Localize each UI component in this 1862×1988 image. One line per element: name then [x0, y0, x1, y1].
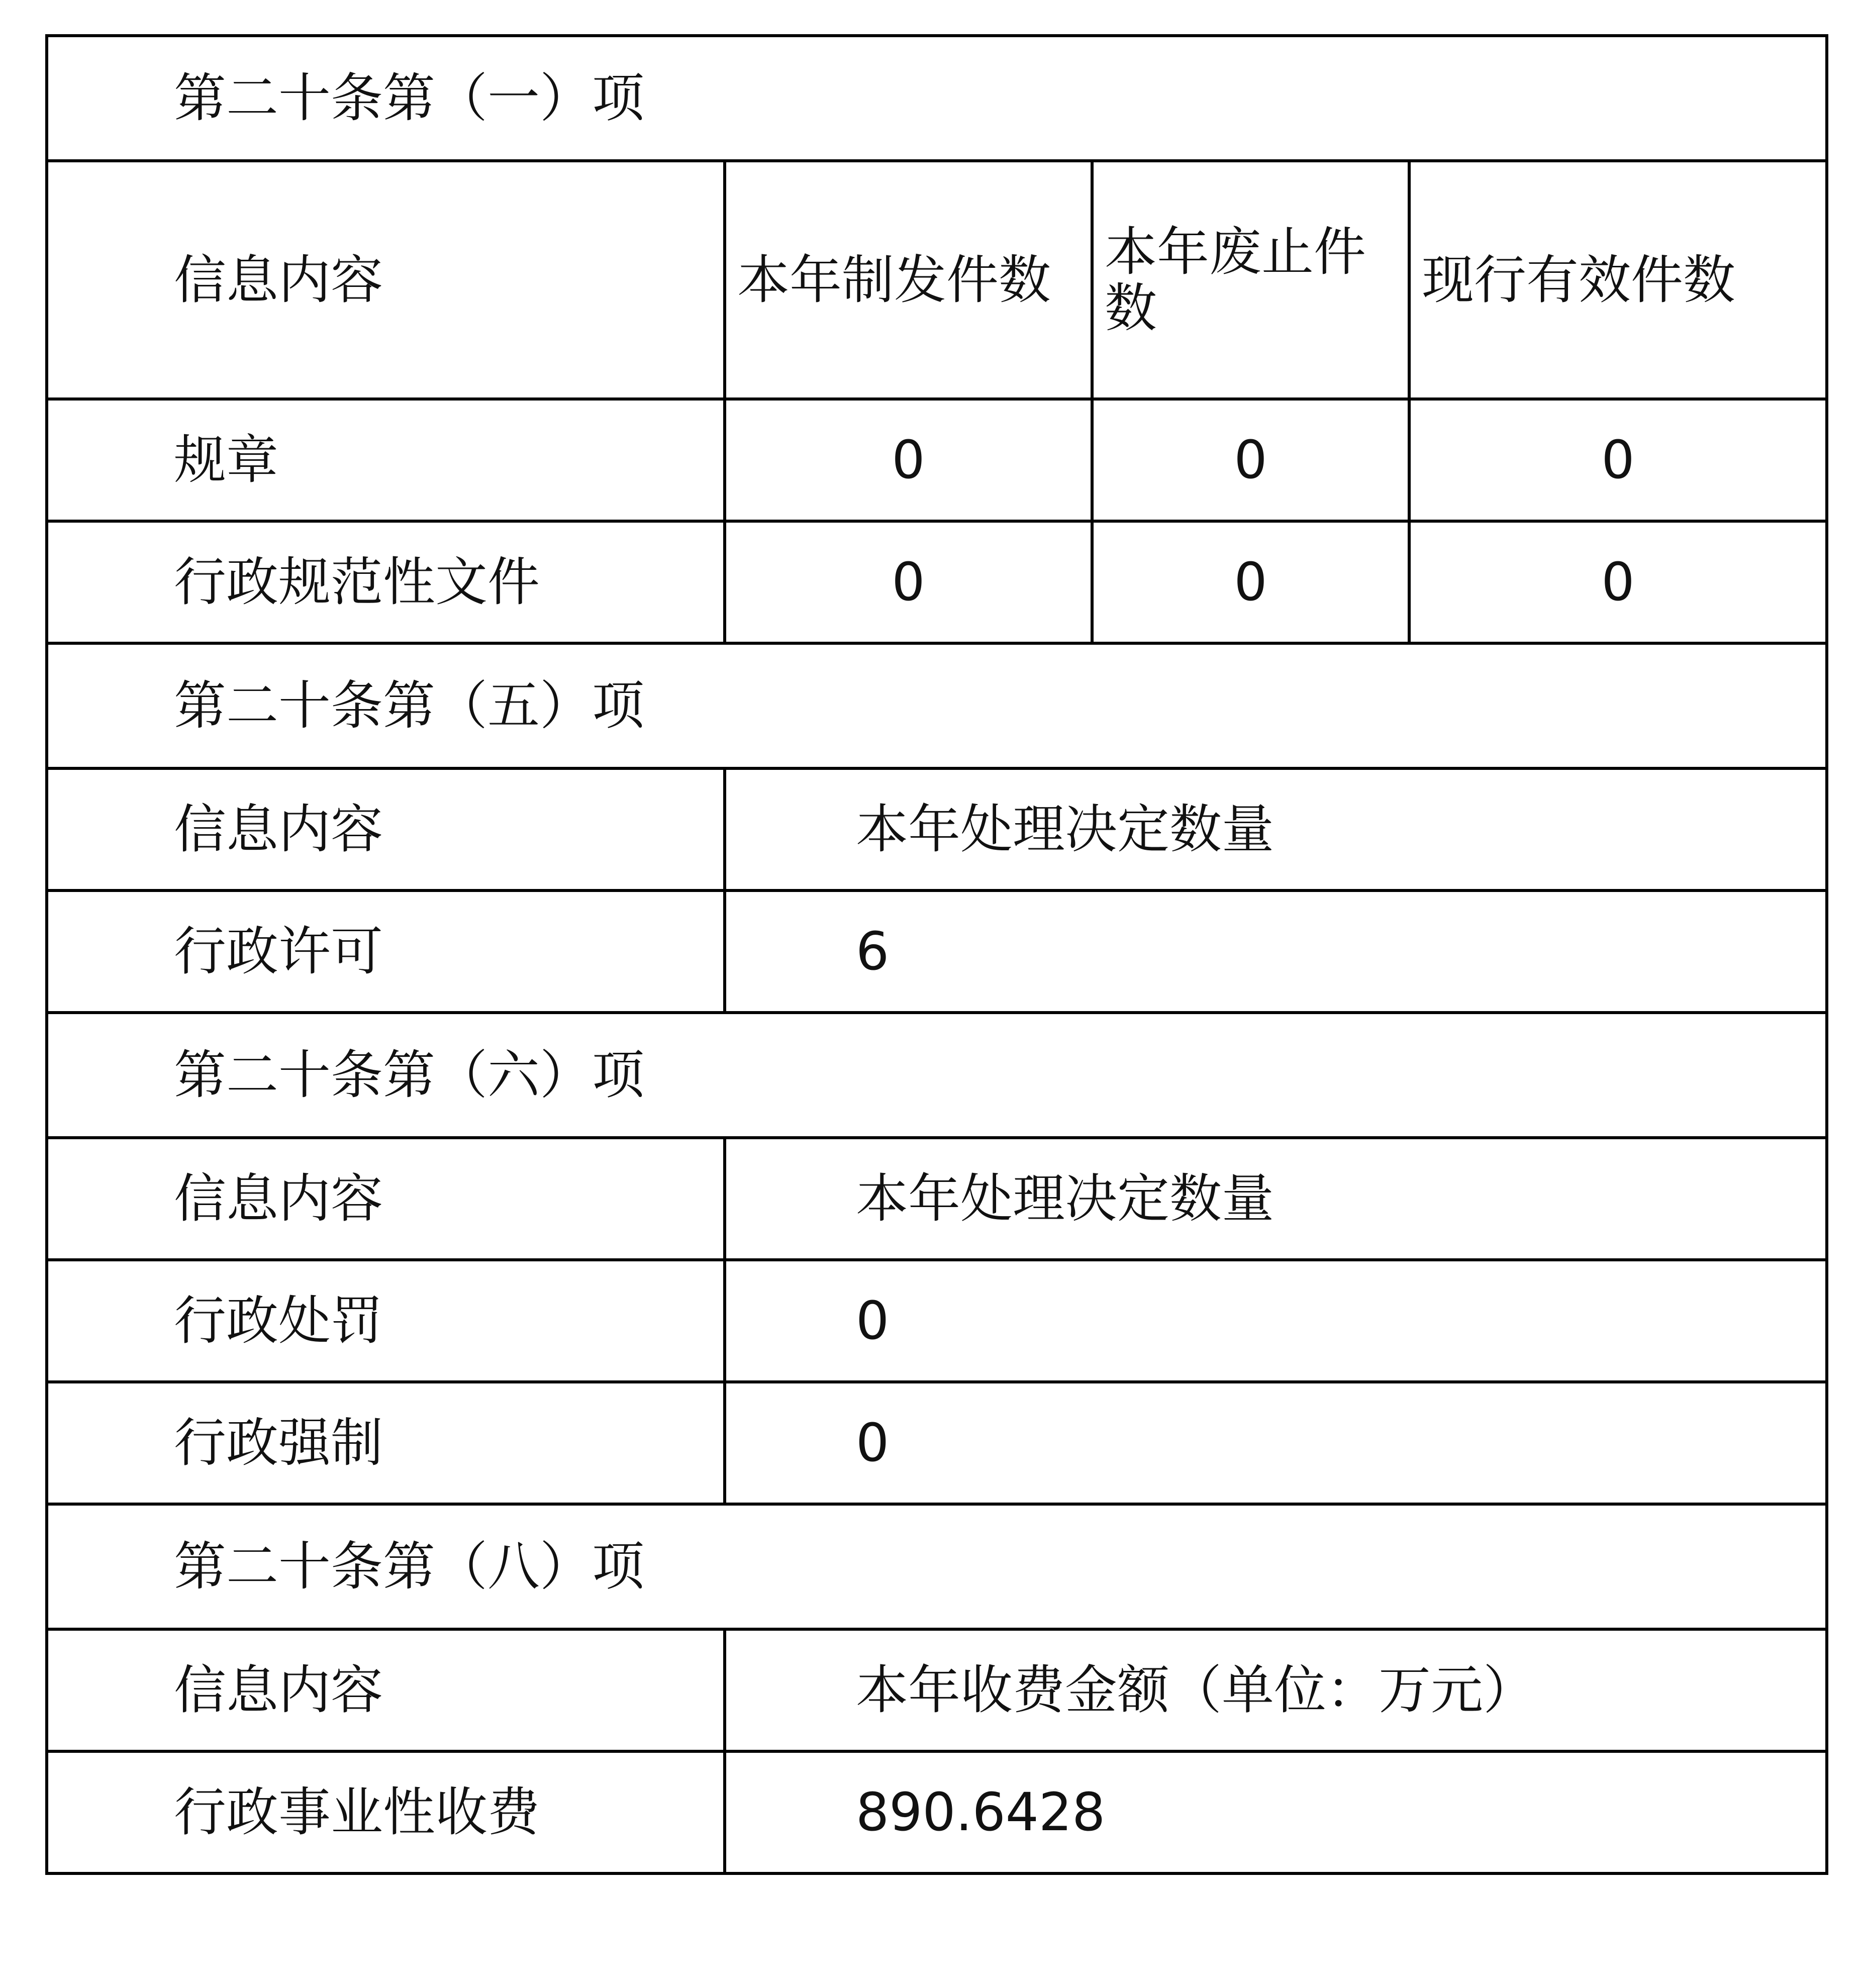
row-label: 行政处罚: [47, 1260, 725, 1382]
row-abolished: 0: [1092, 521, 1409, 643]
row-label: 行政许可: [47, 890, 725, 1013]
table-row: [47, 1260, 1827, 1382]
section-1-title: 第二十条第（一）项: [47, 36, 1827, 161]
section-8-title: 第二十条第（八）项: [47, 1504, 1827, 1629]
section-5-row: [47, 643, 1827, 768]
row-issued: 0: [725, 521, 1092, 643]
table-row: [47, 1751, 1827, 1873]
row-label: 规章: [47, 399, 725, 521]
header-content: 信息内容: [47, 161, 725, 399]
row-value: 6: [725, 890, 1827, 1013]
section-5-header-row: [47, 768, 1827, 890]
row-label: 行政规范性文件: [47, 521, 725, 643]
header-value: 本年处理决定数量: [725, 1138, 1827, 1260]
disclosure-table: [45, 34, 1828, 1875]
row-valid: 0: [1409, 399, 1827, 521]
header-issued: 本年制发件数: [725, 161, 1092, 399]
header-abolished: 本年废止件数: [1092, 161, 1409, 399]
section-6-header-row: [47, 1138, 1827, 1260]
row-value: 0: [725, 1382, 1827, 1504]
row-valid: 0: [1409, 521, 1827, 643]
section-6-row: [47, 1013, 1827, 1138]
header-content: 信息内容: [47, 768, 725, 890]
section-5-title: 第二十条第（五）项: [47, 643, 1827, 768]
section-8-header-row: [47, 1629, 1827, 1751]
section-8-row: [47, 1504, 1827, 1629]
table-row: [47, 521, 1827, 643]
row-issued: 0: [725, 399, 1092, 521]
section-6-title: 第二十条第（六）项: [47, 1013, 1827, 1138]
header-content: 信息内容: [47, 1629, 725, 1751]
section-1-header-row: [47, 161, 1827, 399]
section-1-row: [47, 36, 1827, 161]
header-value: 本年收费金额（单位：万元）: [725, 1629, 1827, 1751]
row-value: 0: [725, 1260, 1827, 1382]
header-valid: 现行有效件数: [1409, 161, 1827, 399]
table-row: [47, 1382, 1827, 1504]
table-row: [47, 890, 1827, 1013]
header-content: 信息内容: [47, 1138, 725, 1260]
table-row: [47, 399, 1827, 521]
row-value: 890.6428: [725, 1751, 1827, 1873]
row-label: 行政强制: [47, 1382, 725, 1504]
row-abolished: 0: [1092, 399, 1409, 521]
row-label: 行政事业性收费: [47, 1751, 725, 1873]
header-value: 本年处理决定数量: [725, 768, 1827, 890]
